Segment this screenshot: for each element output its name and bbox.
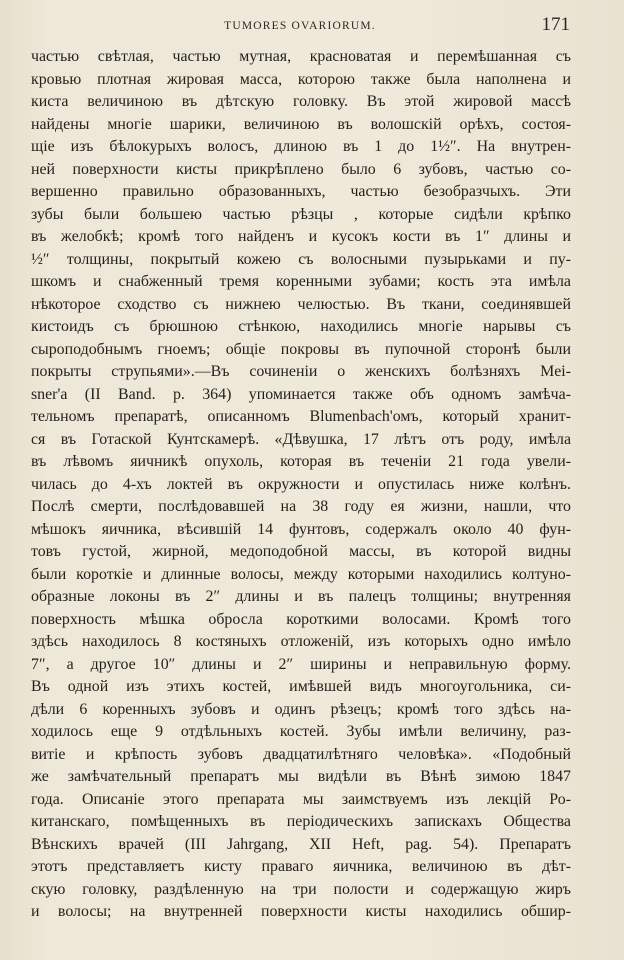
text-line: витіе и крѣпость зубовъ двадцатилѣтняго человѣка». «Подобный	[31, 745, 571, 763]
text-line: покрыты струпьями».—Въ сочиненіи о женскихъ болѣзняхъ Mei-	[31, 363, 571, 380]
text-line: скую головку, раздѣленную на три полости и содержащую жиръ	[31, 880, 571, 898]
text-line: вершенно правильно образованныхъ, частью безобразчыхъ. Эти	[31, 183, 571, 200]
text-line: тельномъ препаратѣ, описанномъ Blumenbach'омъ, который хранит-	[31, 408, 571, 425]
page-number: 171	[541, 14, 570, 35]
text-line: здѣсь находилось 8 костяныхъ отложеній, изъ которыхъ одно имѣло	[31, 633, 571, 650]
text-line: и волосы; на внутренней поверхности кисты находились обшир-	[31, 903, 571, 920]
page-header	[30, 14, 570, 40]
text-line: поверхность мѣшка обросла короткими волосами. Кромѣ того	[31, 610, 571, 628]
text-line: въ желобкѣ; кромѣ того найденъ и кусокъ кости въ 1″ длины и	[31, 228, 571, 245]
running-title: TUMORES OVARIORUM.	[224, 20, 376, 32]
text-line: частью свѣтлая, частью мутная, красноватая и перемѣшанная съ	[31, 48, 571, 65]
text-line: ней поверхности кисты прикрѣплено было 6 зубовъ, частью со-	[31, 160, 571, 178]
text-line: sner'а (II Band. p. 364) упоминается также объ одномъ замѣча-	[31, 385, 571, 403]
text-line: кистоидъ съ брюшною стѣнкою, находились многіе нарывы съ	[31, 318, 571, 335]
text-line: дѣли 6 коренныхъ зубовъ и одинъ рѣзецъ; кромѣ того здѣсь на-	[31, 700, 571, 718]
text-line: шкомъ и снабженный тремя коренными зубами; кость эта имѣла	[31, 273, 571, 290]
text-line: зубы были большею частью рѣзцы , которые сидѣли крѣпко	[31, 205, 571, 223]
text-line: сыроподобнымъ гноемъ; общіе покровы въ пупочной сторонѣ были	[31, 340, 571, 358]
text-line: ходилось еще 9 отдѣльныхъ костей. Зубы имѣли величину, раз-	[31, 723, 571, 740]
text-line: въ лѣвомъ яичникѣ опухоль, которая въ теченіи 21 года увели-	[31, 453, 571, 470]
text-line: образные локоны въ 2″ длины и въ палецъ толщины; внутренняя	[31, 588, 571, 605]
text-line: ½″ толщины, покрытый кожею съ волосными пузырьками и пу-	[31, 250, 571, 268]
text-line: были короткіе и длинные волосы, между которыми находились колтуно-	[31, 565, 571, 583]
text-line: Вѣнскихъ врачей (III Jahrgang, XII Heft, pag. 54). Препаратъ	[31, 835, 571, 853]
text-line: нѣкоторое сходство съ нижнею челюстью. Въ ткани, соединявшей	[31, 295, 571, 313]
text-line: киста величиною въ дѣтскую головку. Въ этой жировой массѣ	[31, 93, 571, 110]
text-line: найдены многіе шарики, величиною въ волошскій орѣхъ, состоя-	[31, 115, 571, 133]
text-line: 7″, а другое 10″ длины и 2″ ширины и неправильную форму.	[31, 655, 571, 673]
body-text	[31, 46, 571, 924]
text-line: кровью плотная жировая масса, которою также была наполнена и	[31, 70, 571, 88]
text-line: Въ одной изъ этихъ костей, имѣвшей видъ многоугольника, си-	[31, 678, 571, 695]
text-line: года. Описаніе этого препарата мы заимствуемъ изъ лекцій Ро-	[31, 790, 571, 808]
text-line: мѣшокъ яичника, вѣсившій 14 фунтовъ, содержалъ около 40 фун-	[31, 520, 571, 538]
text-line: щіе изъ бѣлокурыхъ волосъ, длиною въ 1 до 1½″. На внутрен-	[31, 138, 571, 155]
text-line: же замѣчательный препаратъ мы видѣли въ Вѣнѣ зимою 1847	[31, 768, 571, 785]
text-line: Послѣ смерти, послѣдовавшей на 38 году ея жизни, нашли, что	[31, 498, 571, 515]
text-line: товъ густой, жирной, медоподобной массы, въ которой видны	[31, 543, 571, 560]
text-line: ся въ Готаской Кунтскамерѣ. «Дѣвушка, 17 лѣтъ отъ роду, имѣла	[31, 430, 571, 448]
text-line: китанскаго, помѣщенныхъ въ періодическихъ запискахъ Общества	[31, 813, 571, 830]
text-line: этотъ представляетъ кисту праваго яичника, величиною въ дѣт-	[31, 858, 571, 875]
text-line: чилась до 4-хъ локтей въ окружности и опустилась ниже колѣнъ.	[31, 475, 571, 493]
